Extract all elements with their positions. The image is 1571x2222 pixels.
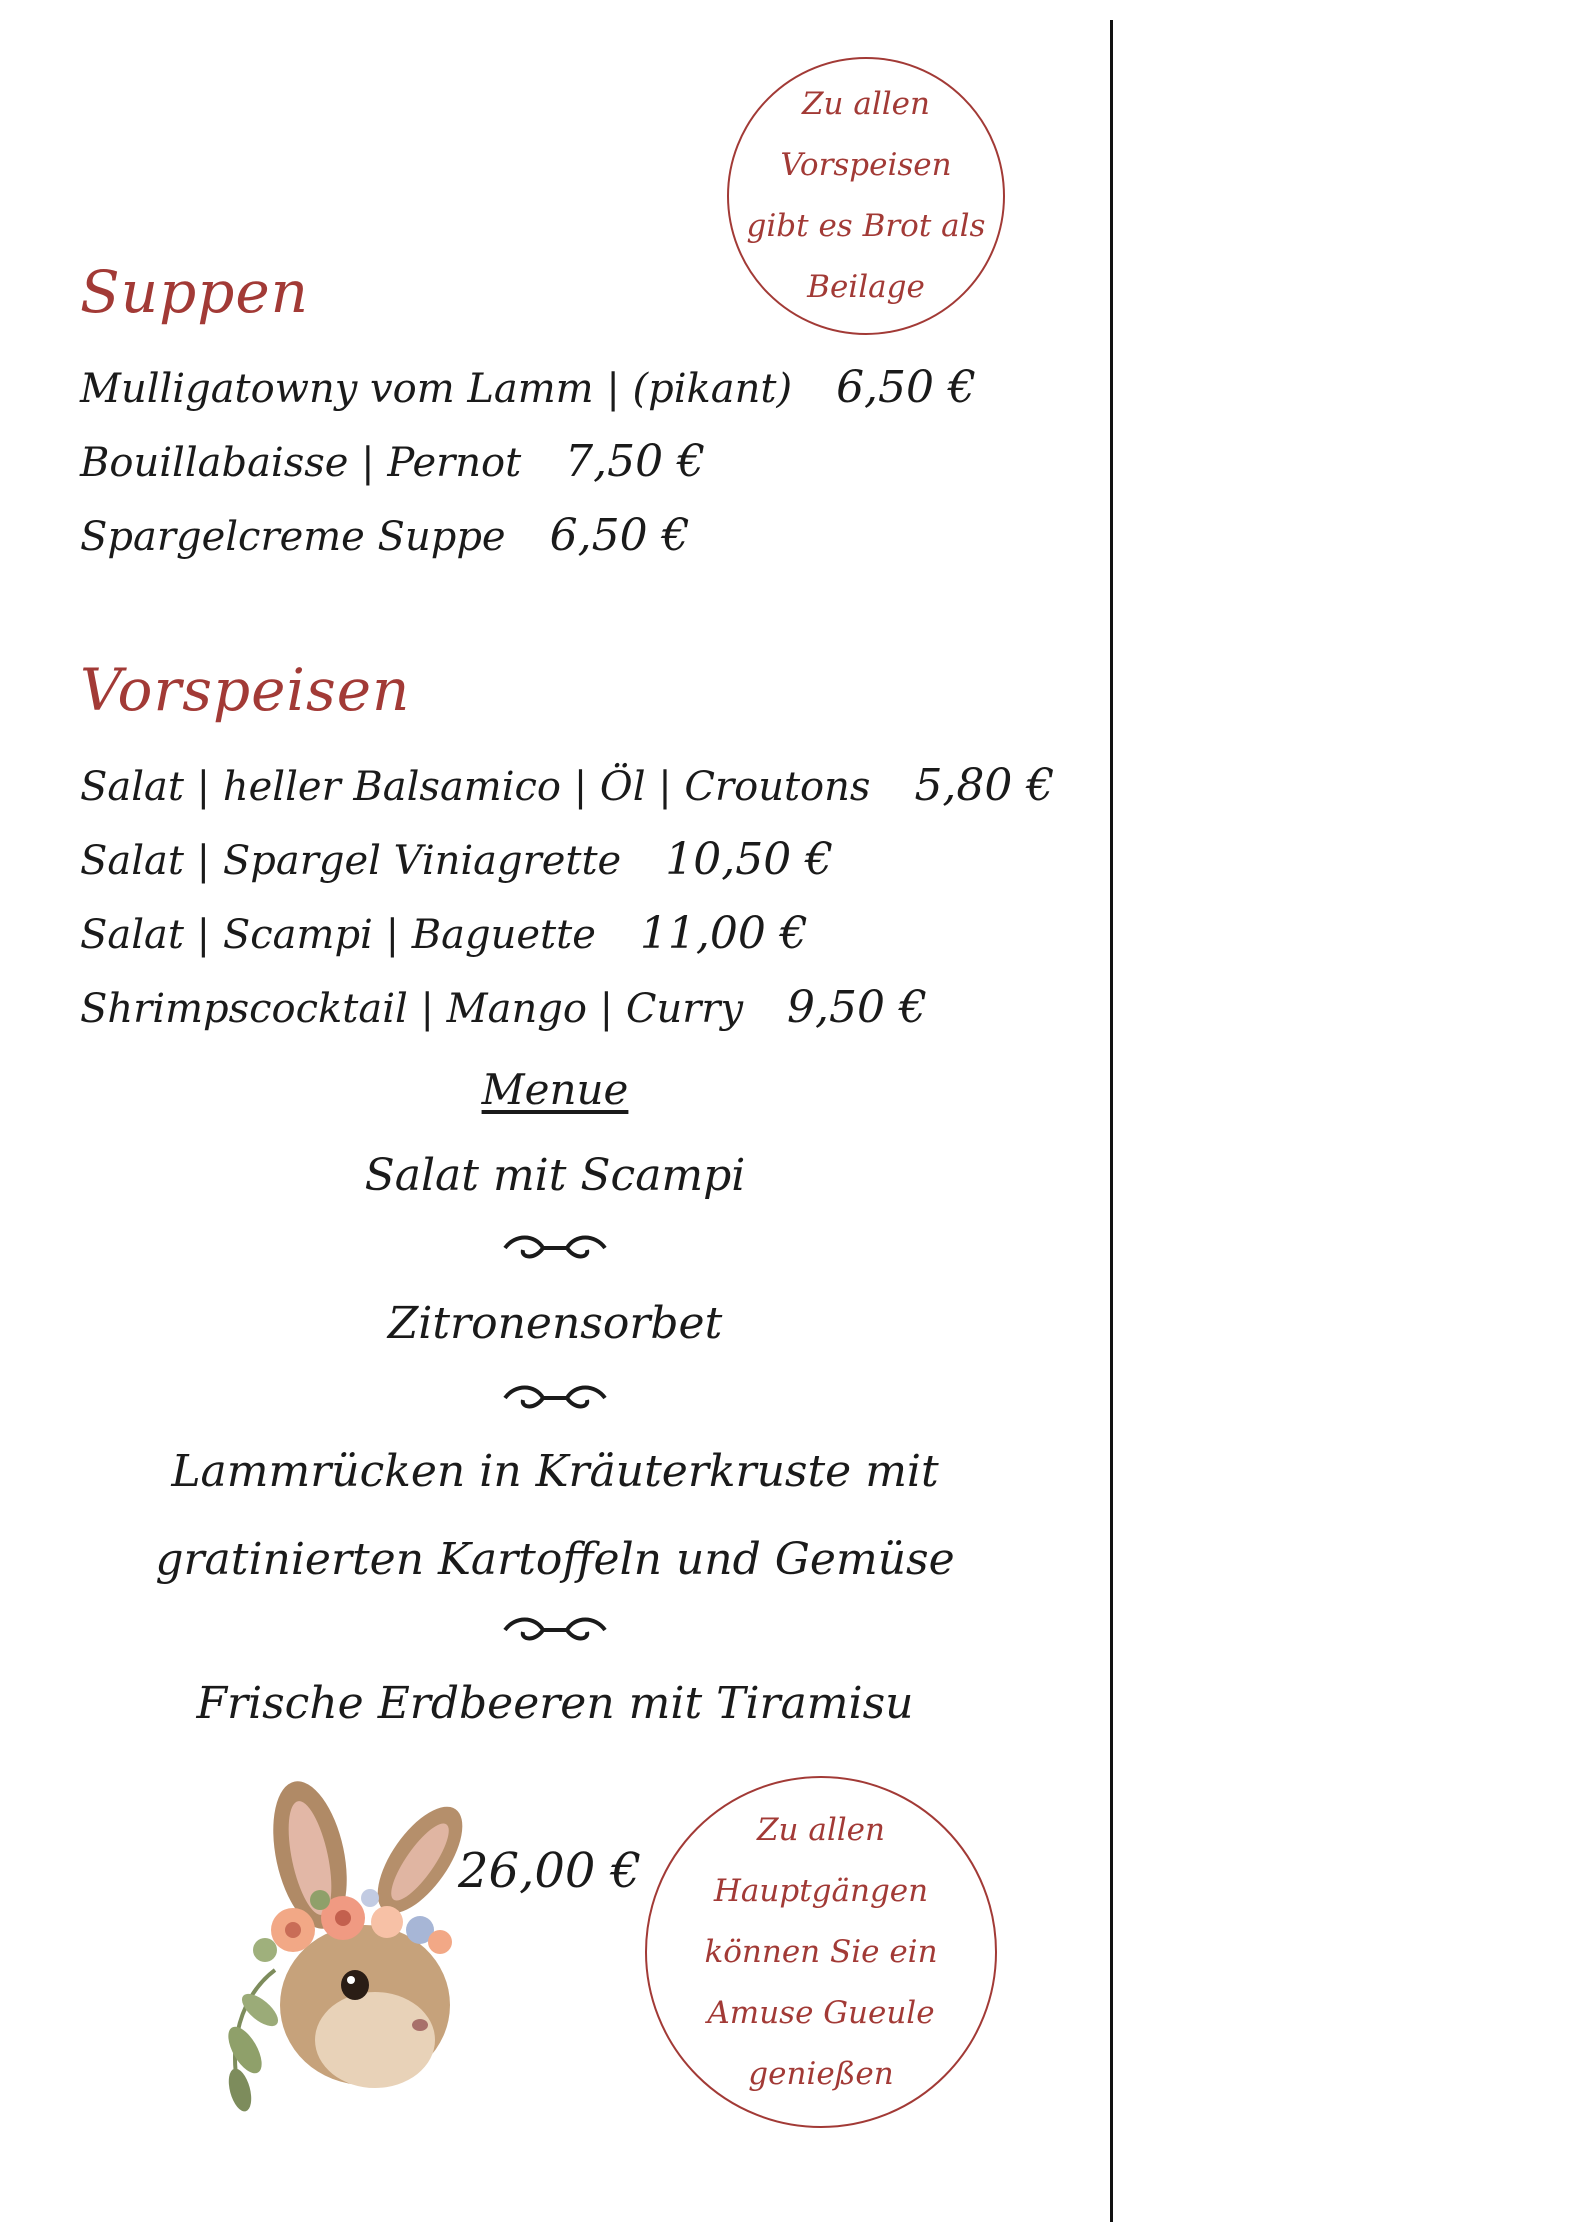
menu-item (80, 760, 1054, 811)
menu-item (80, 908, 808, 959)
item-name: Salat | Spargel Viniagrette (80, 838, 622, 884)
item-price: 6,50 € (549, 510, 690, 561)
item-name: Salat | heller Balsamico | Öl | Croutons (80, 764, 871, 810)
menue-course: gratinierten Kartoffeln und Gemüse (155, 1534, 955, 1585)
ornament-divider (0, 1380, 1110, 1425)
bunny-illustration (215, 1780, 490, 2120)
menue-course: Salat mit Scampi (364, 1150, 746, 1201)
item-price: 9,50 € (787, 982, 927, 1033)
menue-course: Frische Erdbeeren mit Tiramisu (196, 1678, 914, 1729)
flourish-icon (495, 1230, 615, 1266)
item-name: Mulligatowny vom Lamm | (pikant) (80, 366, 793, 412)
item-name: Bouillabaisse | Pernot (80, 440, 522, 486)
menue-course: Lammrücken in Kräuterkruste mit (171, 1446, 939, 1497)
section-title-suppen: Suppen (80, 258, 310, 326)
note-bread-circle (727, 57, 1005, 335)
item-price: 6,50 € (836, 362, 977, 413)
ornament-divider (0, 1612, 1110, 1657)
menu-item (80, 510, 690, 561)
menu-item (80, 834, 833, 885)
note-amuse-circle (645, 1776, 997, 2128)
item-price: 5,80 € (914, 760, 1055, 811)
item-name: Shrimpscocktail | Mango | Curry (80, 986, 744, 1032)
item-price: 10,50 € (665, 834, 834, 885)
vertical-divider-line (1110, 20, 1113, 2222)
item-price: 11,00 € (639, 908, 808, 959)
menue-price: 26,00 € (458, 1843, 642, 1899)
item-name: Spargelcreme Suppe (80, 514, 506, 560)
item-price: 7,50 € (565, 436, 706, 487)
section-title-vorspeisen: Vorspeisen (80, 656, 411, 724)
menu-item (80, 362, 976, 413)
flourish-icon (495, 1612, 615, 1648)
note-amuse-text: Zu allen Hauptgängen können Sie ein Amuse Gueule genießen (704, 1811, 938, 2092)
menue-course: Zitronensorbet (387, 1298, 723, 1349)
note-bread-text: Zu allen Vorspeisen gibt es Brot als Beilage (746, 86, 986, 305)
item-name: Salat | Scampi | Baguette (80, 912, 596, 958)
menu-item (80, 982, 927, 1033)
menu-item (80, 436, 705, 487)
menue-title: Menue (481, 1065, 629, 1114)
ornament-divider (0, 1230, 1110, 1275)
flourish-icon (495, 1380, 615, 1416)
